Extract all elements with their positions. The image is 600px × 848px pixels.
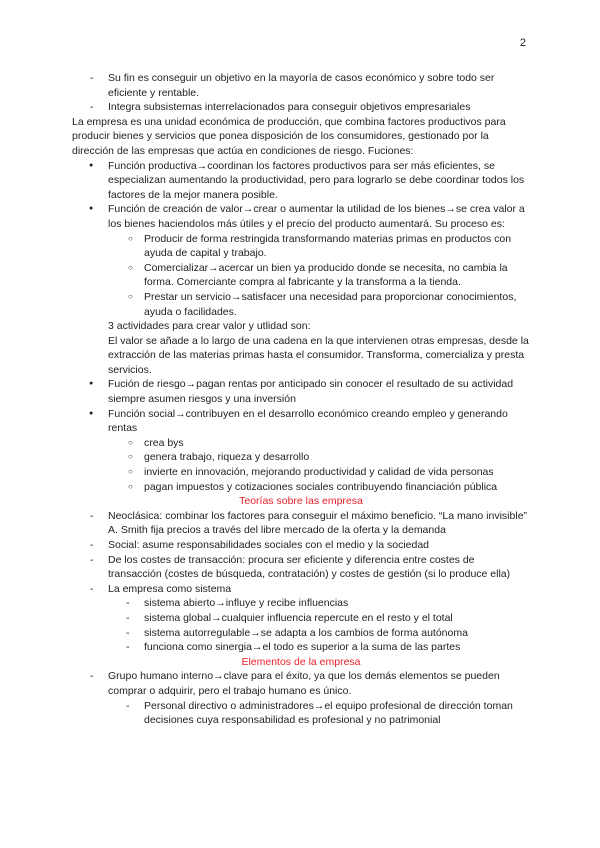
list-item: - Integra subsistemas interrelacionados para conseguir objetivos empresariales [72,100,530,115]
section-heading-theories: Teorías sobre las empresa [239,495,363,508]
functions-list [72,159,530,232]
list-item: - Neoclásica: combinar los factores para conseguir el máximo beneficio. “La mano invisible” A. Smith fija precios a través del libre mercado de la oferta y la demanda [72,509,530,538]
list-item: ○ Producir de forma restringida transformando materias primas en productos con ayuda de capital y trabajo. [72,232,530,261]
theories-list [72,509,530,597]
list-item: - Social: asume responsabilidades sociales con el medio y la sociedad [72,538,530,553]
list-item: - sistema autorregulable→se adapta a los cambios de forma autónoma [72,626,530,641]
functions-list-2 [72,377,530,435]
system-items-list [72,596,530,654]
list-item: ● Función productiva→coordinan los factores productivos para ser más eficientes, se especializan aumentando la productividad, pero para lograrlo se debe coordinar todos los factores de la mejor manera posible. [72,159,530,203]
list-item: - sistema global→cualquier influencia repercute en el resto y el total [72,611,530,626]
social-items-list [72,436,530,494]
page-number: 2 [519,37,526,49]
list-item: ● Función social→contribuyen en el desarrollo económico creando empleo y generando rentas [72,407,530,436]
list-item: ○ invierte en innovación, mejorando productividad y calidad de vida personas [72,465,530,480]
intro-list [72,71,530,115]
list-item: - Grupo humano interno→clave para el éxito, ya que los demás elementos se pueden comprar o adquirir, pero el trabajo humano es único. [72,669,530,698]
list-item: ● Fución de riesgo→pagan rentas por anticipado sin conocer el resultado de su actividad siempre asumen riesgos y una inversión [72,377,530,406]
list-item: - funciona como sinergia→el todo es superior a la suma de las partes [72,640,530,655]
value-process-list [72,232,530,320]
list-item: ○ Comercializar→acercar un bien ya producido donde se necesita, no cambia la forma. Comerciante compra al fabricante y la transforma a la tienda. [72,261,530,290]
value-activities-text: 3 actividades para crear valor y utlidad son: [108,320,311,333]
elements-list [72,669,530,698]
element-sub-list [72,699,530,728]
list-item: ○ pagan impuestos y cotizaciones sociales contribuyendo financiación pública [72,480,530,495]
list-item: ○ genera trabajo, riqueza y desarrollo [72,450,530,465]
list-item: - Su fin es conseguir un objetivo en la mayoría de casos económico y sobre todo ser eficiente y rentable. [72,71,530,100]
list-item: ○ Prestar un servicio→satisfacer una necesidad para proporcionar conocimientos, ayuda o facilidades. [72,290,530,319]
document-body [72,71,530,728]
list-item: - La empresa como sistema [72,582,530,597]
value-chain-text: El valor se añade a lo largo de una cadena en la que intervienen otras empresas, desde la extracción de las materias primas hasta el consumidor. Transforma, comercializa y presta servicios. [108,334,529,376]
list-item: - sistema abierto→influye y recibe influencias [72,596,530,611]
definition-paragraph: La empresa es una unidad económica de producción, que combina factores productivos para producir bienes y servicios que ponea disposición de los consumidores, gestionado por la dirección de las empresas que actúa en condiciones de riesgo. Fuciones: [72,115,506,157]
section-heading-elements: Elementos de la empresa [241,655,361,668]
list-item: - De los costes de transacción: procura ser eficiente y diferencia entre costes de transacción (costes de búsqueda, contratación) y costes de gestión (si lo produce ella) [72,553,530,582]
list-item: ○ crea bys [72,436,530,451]
list-item: - Personal directivo o administradores→el equipo profesional de dirección toman decisiones cuya responsabilidad es profesional y no patrimonial [72,699,530,728]
list-item: ● Función de creación de valor→crear o aumentar la utilidad de los bienes→se crea valor a los bienes haciendolos más útiles y el precio del producto aumentará. Su proceso es: [72,202,530,231]
